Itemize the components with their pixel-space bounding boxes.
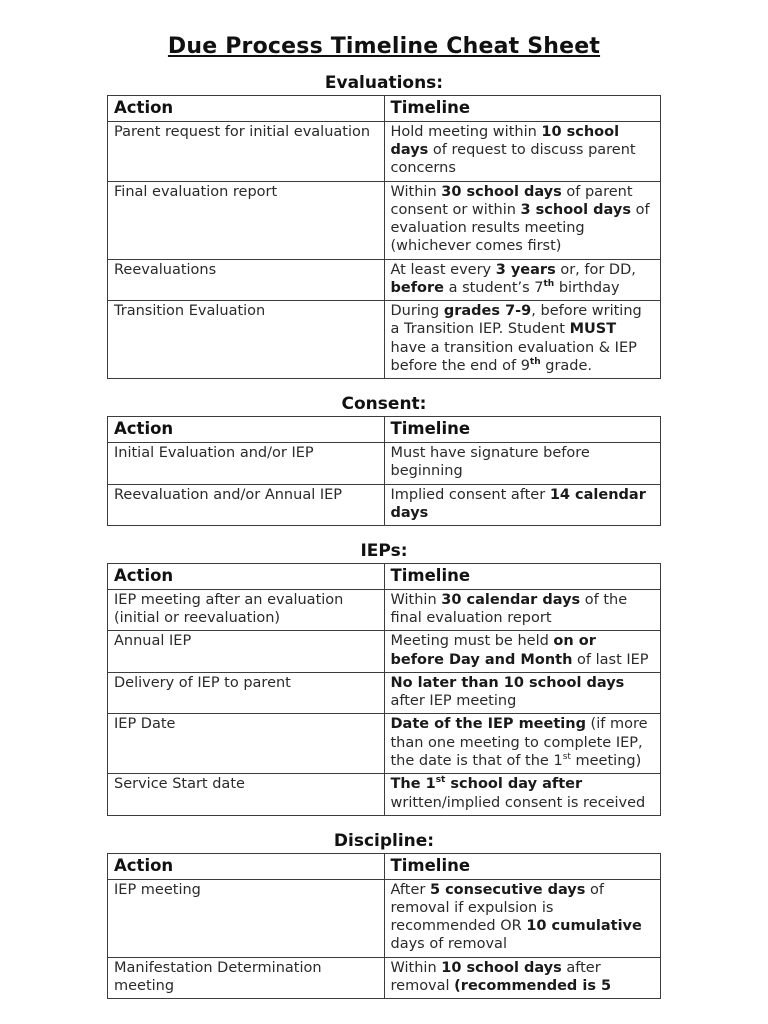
table-row <box>108 879 661 957</box>
table-row <box>108 443 661 485</box>
action-cell: Manifestation Determination meeting <box>108 957 385 999</box>
table-row <box>108 484 661 526</box>
table-row <box>108 957 661 999</box>
column-header-action: Action <box>108 417 385 443</box>
header-row <box>108 853 661 879</box>
section-heading: Discipline: <box>333 830 435 851</box>
column-header-action: Action <box>108 853 385 879</box>
table-row <box>108 714 661 774</box>
action-cell: Delivery of IEP to parent <box>108 672 385 714</box>
timeline-table <box>107 95 661 379</box>
action-cell: Service Start date <box>108 774 385 816</box>
timeline-section <box>0 73 768 379</box>
action-cell: Final evaluation report <box>108 181 385 259</box>
header-row <box>108 417 661 443</box>
timeline-cell: Within 30 calendar days of the final evaluation report <box>384 589 661 631</box>
column-header-timeline: Timeline <box>384 96 661 122</box>
column-header-timeline: Timeline <box>384 417 661 443</box>
header-row <box>108 96 661 122</box>
timeline-cell: Within 30 school days of parent consent or within 3 school days of evaluation results meeting (whichever comes first) <box>384 181 661 259</box>
timeline-section <box>0 541 768 816</box>
sections-container <box>0 73 768 999</box>
action-cell: Initial Evaluation and/or IEP <box>108 443 385 485</box>
timeline-section <box>0 831 768 999</box>
action-cell: IEP meeting <box>108 879 385 957</box>
action-cell: Parent request for initial evaluation <box>108 121 385 181</box>
table-row <box>108 774 661 816</box>
timeline-table <box>107 416 661 526</box>
action-cell: Annual IEP <box>108 631 385 673</box>
timeline-cell: At least every 3 years or, for DD, before a student’s 7th birthday <box>384 259 661 301</box>
column-header-timeline: Timeline <box>384 853 661 879</box>
page-title: Due Process Timeline Cheat Sheet <box>167 34 601 59</box>
column-header-timeline: Timeline <box>384 564 661 590</box>
action-cell: Reevaluations <box>108 259 385 301</box>
table-row <box>108 301 661 379</box>
timeline-cell: Implied consent after 14 calendar days <box>384 484 661 526</box>
timeline-cell: Meeting must be held on or before Day and Month of last IEP <box>384 631 661 673</box>
table-row <box>108 181 661 259</box>
timeline-cell: After 5 consecutive days of removal if expulsion is recommended OR 10 cumulative days of removal <box>384 879 661 957</box>
table-row <box>108 121 661 181</box>
table-row <box>108 259 661 301</box>
timeline-cell: Date of the IEP meeting (if more than one meeting to complete IEP, the date is that of the 1st meeting) <box>384 714 661 774</box>
section-heading: Evaluations: <box>324 73 444 93</box>
action-cell: Reevaluation and/or Annual IEP <box>108 484 385 526</box>
timeline-section <box>0 394 768 526</box>
table-row <box>108 672 661 714</box>
timeline-cell: During grades 7-9, before writing a Transition IEP. Student MUST have a transition evaluation & IEP before the end of 9th grade. <box>384 301 661 379</box>
timeline-cell: The 1st school day after written/implied consent is received <box>384 774 661 816</box>
action-cell: Transition Evaluation <box>108 301 385 379</box>
timeline-cell: Hold meeting within 10 school days of request to discuss parent concerns <box>384 121 661 181</box>
column-header-action: Action <box>108 564 385 590</box>
section-heading: IEPs: <box>360 541 408 562</box>
header-row <box>108 564 661 590</box>
table-row <box>108 631 661 673</box>
table-row <box>108 589 661 631</box>
timeline-table <box>107 563 661 816</box>
timeline-table <box>107 853 661 999</box>
timeline-cell: No later than 10 school days after IEP meeting <box>384 672 661 714</box>
column-header-action: Action <box>108 96 385 122</box>
action-cell: IEP meeting after an evaluation (initial or reevaluation) <box>108 589 385 631</box>
timeline-cell: Within 10 school days after removal (recommended is 5 <box>384 957 661 999</box>
section-heading: Consent: <box>341 394 427 415</box>
action-cell: IEP Date <box>108 714 385 774</box>
timeline-cell: Must have signature before beginning <box>384 443 661 485</box>
